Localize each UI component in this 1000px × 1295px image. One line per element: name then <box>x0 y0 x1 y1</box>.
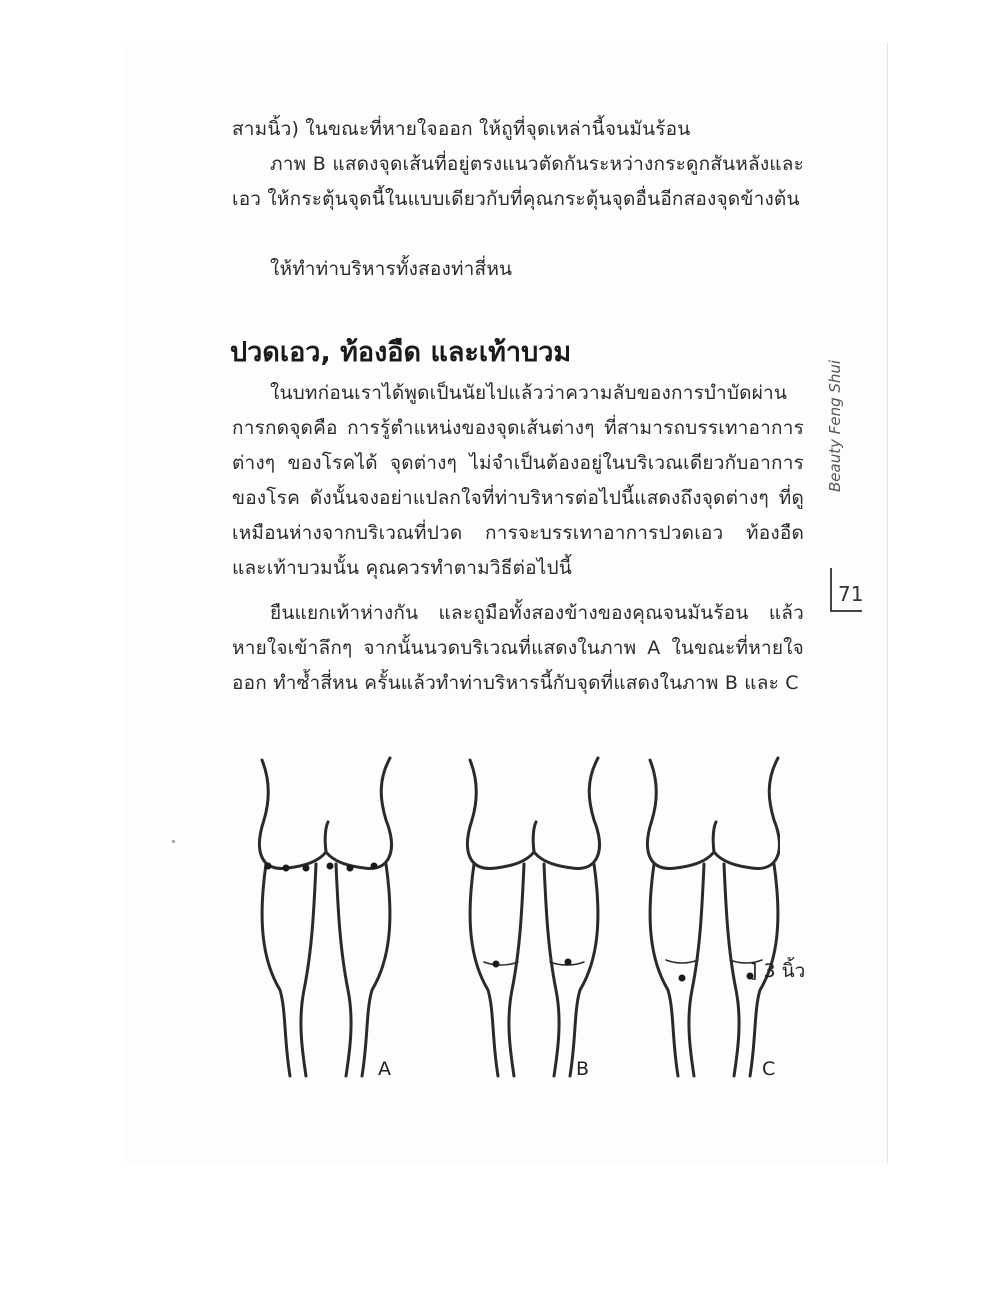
figure-label-a: A <box>378 1058 391 1080</box>
paragraph-repeat: ให้ทำท่าบริหารทั้งสองท่าสี่หน <box>270 258 513 280</box>
pressure-point-a4 <box>327 863 334 870</box>
pressure-point-a2 <box>283 865 290 872</box>
pressure-point-a1 <box>265 863 272 870</box>
figure-label-b: B <box>576 1058 590 1080</box>
pressure-point-c1 <box>679 975 686 982</box>
figure-label-c: C <box>762 1058 776 1080</box>
pressure-point-a5 <box>347 865 354 872</box>
figure-a-legs <box>259 758 391 1076</box>
page-number: 71 <box>838 582 864 606</box>
figure-c-legs <box>647 758 779 1076</box>
running-book-title: Beauty Feng Shui <box>826 359 844 492</box>
pressure-point-b2 <box>565 959 572 966</box>
page-number-underline <box>830 610 862 612</box>
pressure-point-a6 <box>371 863 378 870</box>
figure-b-legs <box>467 758 599 1076</box>
three-inch-marker: ] 3 นิ้ว <box>750 960 806 982</box>
scan-speck <box>172 840 175 843</box>
paragraph-continued: สามนิ้ว) ในขณะที่หายใจออก ให้ถูที่จุดเหล่านี้จนมันร้อน <box>232 118 691 140</box>
paragraph-figure-b: ภาพ B แสดงจุดเส้นที่อยู่ตรงแนวตัดกันระหว่างกระดูกสันหลังและเอว ให้กระตุ้นจุดนี้ในแบบเดียวกับที่คุณกระตุ้นจุดอื่นอีกสองจุดข้างต้น <box>232 153 804 210</box>
section-paragraph-steps: ยืนแยกเท้าห่างกัน และถูมือทั้งสองข้างของคุณจนมันร้อน แล้วหายใจเข้าลึกๆ จากนั้นนวดบริเวณที่แสดงในภาพ A ในขณะที่หายใจออก ทำซ้ำสี่หน ครั้นแล้วทำท่าบริหารนี้กับจุดที่แสดงในภาพ B และ C <box>232 602 804 694</box>
section-paragraph-intro: ในบทก่อนเราได้พูดเป็นนัยไปแล้วว่าความลับของการบำบัดผ่านการกดจุดคือ การรู้ตำแหน่งของจุดเส้นต่างๆ ที่สามารถบรรเทาอาการต่างๆ ของโรคได้ จุดต่างๆ ไม่จำเป็นต้องอยู่ในบริเวณเดียวกับอาการของโรค ดังนั้นจงอย่าแปลกใจที่ท่าบริหารต่อไปนี้แสดงถึงจุดต่างๆ ที่ดูเหมือนห่างจากบริเวณที่ปวด การจะบรรเทาอาการปวดเอว ท้องอืด และเท้าบวมนั้น คุณควรทำตามวิธีต่อไปนี้ <box>232 382 804 579</box>
pressure-point-a3 <box>303 865 310 872</box>
page-number-rule <box>830 568 832 610</box>
legs-illustration <box>220 740 780 1090</box>
pressure-point-b1 <box>493 961 500 968</box>
section-heading: ปวดเอว, ท้องอืด และเท้าบวม <box>230 337 572 368</box>
